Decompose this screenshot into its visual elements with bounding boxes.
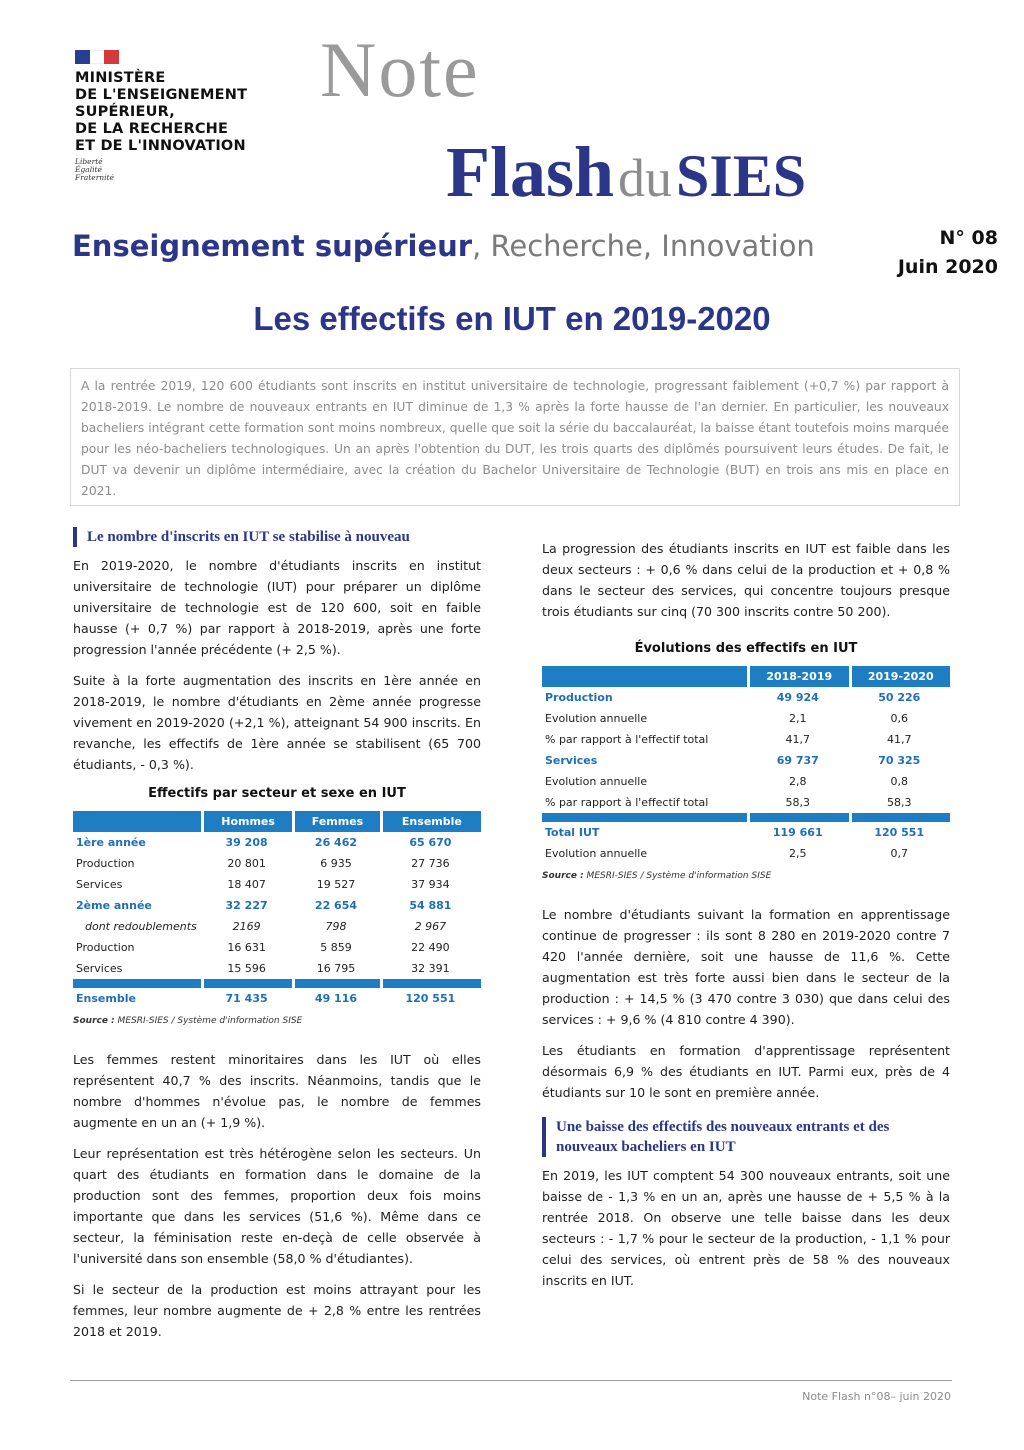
table-header: 2019-2020 xyxy=(849,666,951,687)
footer-text: Note Flash n°08– juin 2020 xyxy=(802,1390,951,1403)
table-cell: 49 924 xyxy=(776,691,819,704)
source-label: Source : xyxy=(542,871,584,881)
table-cell: 32 391 xyxy=(411,962,450,975)
row-label: % par rapport à l'effectif total xyxy=(545,796,709,809)
table-cell: 41,7 xyxy=(887,733,912,746)
table-cell: 20 801 xyxy=(227,857,266,870)
table-cell: 41,7 xyxy=(785,733,810,746)
row-label: Production xyxy=(76,941,135,954)
right-column xyxy=(542,538,950,1301)
row-label: dont redoublements xyxy=(85,920,197,933)
separator-cell xyxy=(292,979,380,988)
table-cell: 2,1 xyxy=(789,712,807,725)
subtitle-strong: Enseignement supérieur xyxy=(72,229,473,263)
table-header: Femmes xyxy=(292,811,380,832)
enrollment-evolution-table xyxy=(542,666,950,864)
motto-line: Égalité xyxy=(75,165,102,174)
section-heading xyxy=(542,1117,950,1157)
separator-cell xyxy=(849,813,951,822)
table-header: Hommes xyxy=(201,811,292,832)
subtitle-soft: , Recherche, Innovation xyxy=(472,229,815,263)
table-cell: 120 551 xyxy=(874,826,925,839)
separator-cell xyxy=(201,979,292,988)
paragraph: Leur représentation est très hétérogène selon les secteurs. Un quart des étudiants en formation dans le domaine de la production sont des femmes, proportion deux fois moins importante que dans les services (51,6 %). Même dans ce secteur, la féminisation reste en-deçà de celle observée à l'université dans son ensemble (58,0 % d'étudiantes). xyxy=(73,1146,481,1266)
table-cell: 50 226 xyxy=(878,691,921,704)
ministry-name-line: SUPÉRIEUR, xyxy=(75,104,175,120)
paragraph: En 2019-2020, le nombre d'étudiants inscrits en institut universitaire de technologie (IUT) pour préparer un diplôme universitaire de technologie est de 120 600, soit en faible hausse (+ 0,7 %) par rapport à 2018-2019, après une forte progression l'année précédente (+ 2,5 %). xyxy=(73,558,481,657)
section-heading xyxy=(73,527,481,547)
summary-box: A la rentrée 2019, 120 600 étudiants sont inscrits en institut universitaire de technologie, progressant faiblement (+0,7 %) par rapport à 2018-2019. Le nombre de nouveaux entrants en IUT diminue de 1,3 % après la forte hausse de l'an dernier. En particulier, les nouveaux bacheliers intégrant cette formation sont moins nombreux, quelle que soit la série du baccalauréat, la baisse étant toutefois moins marquée pour les néo-bacheliers technologiques. Un an après l'obtention du DUT, les trois quarts des diplômés poursuivent leurs études. De fait, le DUT va devenir un diplôme intermédiaire, avec la création du Bachelor Universitaire de Technologie (BUT) en trois ans mis en place en 2021. xyxy=(70,368,960,506)
separator-cell xyxy=(380,979,481,988)
paragraph: Suite à la forte augmentation des inscrits en 1ère année en 2018-2019, le nombre d'étudiants en 2ème année progresse vivement en 2019-2020 (+2,1 %), atteignant 54 900 inscrits. En revanche, les effectifs de 1ère année se stabilisent (65 700 étudiants, - 0,3 %). xyxy=(73,673,481,772)
sies-word: SIES xyxy=(676,143,807,209)
table-header: Ensemble xyxy=(380,811,481,832)
table-title: Évolutions des effectifs en IUT xyxy=(634,641,858,656)
table-cell: 65 670 xyxy=(409,836,452,849)
table-source xyxy=(542,870,950,882)
paragraph: Les femmes restent minoritaires dans les IUT où elles représentent 40,7 % des inscrits. Néanmoins, tandis que le nombre d'hommes n'évolue pas, le nombre de femmes augmente en un an (+ 1,9 %). xyxy=(73,1052,481,1130)
table-cell: 22 654 xyxy=(314,899,358,912)
issue-info xyxy=(898,224,998,282)
table-row xyxy=(542,708,950,729)
table-row xyxy=(542,792,950,813)
ministry-name-line: DE LA RECHERCHE xyxy=(75,121,229,137)
table-cell: 22 490 xyxy=(411,941,450,954)
table-cell: 71 435 xyxy=(225,992,268,1005)
table-cell: 70 325 xyxy=(878,754,921,767)
table-cell: 32 227 xyxy=(225,899,268,912)
separator-cell xyxy=(542,813,747,822)
section-heading-text: Le nombre d'inscrits en IUT se stabilise à nouveau xyxy=(87,529,410,545)
table-row xyxy=(73,937,481,958)
paragraph: Si le secteur de la production est moins attrayant pour les femmes, leur nombre augmente de + 2,8 % entre les rentrées 2018 et 2019. xyxy=(73,1282,481,1339)
table-row xyxy=(73,916,481,937)
publication-name-flash xyxy=(446,132,806,212)
publication-name-note: Note xyxy=(320,26,480,113)
ministry-logo xyxy=(75,50,247,182)
table-cell: 0,6 xyxy=(890,712,908,725)
table-cell: 15 596 xyxy=(227,962,266,975)
table-cell: 39 208 xyxy=(225,836,268,849)
heading-bar xyxy=(73,527,77,547)
du-word: du xyxy=(618,148,673,208)
table-cell: 19 527 xyxy=(316,878,356,891)
table-source xyxy=(73,1015,481,1027)
table-cell: 54 881 xyxy=(409,899,452,912)
republic-motto xyxy=(75,158,247,182)
motto-line: Liberté xyxy=(75,157,103,166)
table-cell: 0,8 xyxy=(890,775,908,788)
french-flag-icon xyxy=(75,50,119,64)
issue-number: N° 08 xyxy=(939,227,998,249)
row-label: Evolution annuelle xyxy=(545,712,648,725)
table-cell: 27 736 xyxy=(411,857,450,870)
row-label: Production xyxy=(76,857,135,870)
table-row xyxy=(542,771,950,792)
table-row xyxy=(73,958,481,979)
table-header-blank xyxy=(73,811,201,832)
table-header-row xyxy=(73,811,481,832)
table-cell: 2,8 xyxy=(789,775,807,788)
table-cell: 58,3 xyxy=(785,796,810,809)
paragraph: En 2019, les IUT comptent 54 300 nouveaux entrants, soit une baisse de - 1,3 % en un an, après une hausse de + 5,5 % à la rentrée 2018. On observe une telle baisse dans les deux secteurs : - 1,7 % pour le secteur de la production, - 1,1 % pour celui des services, où entrent près de 58 % des nouveaux inscrits en IUT. xyxy=(542,1168,950,1288)
table-cell: 5 859 xyxy=(320,941,352,954)
row-label: Evolution annuelle xyxy=(545,847,648,860)
row-label: 2ème année xyxy=(76,899,152,912)
table-header-row xyxy=(542,666,950,687)
section-heading-text: Une baisse des effectifs des nouveaux entrants et des nouveaux bacheliers en IUT xyxy=(556,1119,890,1155)
table-row xyxy=(542,822,950,843)
table-separator-row xyxy=(542,813,950,822)
row-label: Services xyxy=(76,878,123,891)
table-header: 2018-2019 xyxy=(747,666,849,687)
paragraph: Les étudiants en formation d'apprentissage représentent désormais 6,9 % des étudiants en IUT. Parmi eux, près de 4 étudiants sur 10 le sont en première année. xyxy=(542,1043,950,1100)
flash-word: Flash xyxy=(446,132,615,212)
series-subtitle xyxy=(72,226,815,266)
row-label: Services xyxy=(76,962,123,975)
table-cell: 18 407 xyxy=(227,878,266,891)
table-cell: 2169 xyxy=(232,920,261,933)
row-label: % par rapport à l'effectif total xyxy=(545,733,709,746)
row-label: Ensemble xyxy=(76,992,136,1005)
page-title: Les effectifs en IUT en 2019-2020 xyxy=(253,300,771,337)
table-row xyxy=(73,874,481,895)
row-label: Total IUT xyxy=(545,826,600,839)
table-cell: 49 116 xyxy=(314,992,358,1005)
table-cell: 120 551 xyxy=(405,992,456,1005)
table-cell: 16 795 xyxy=(316,962,356,975)
enrollment-by-sector-table xyxy=(73,811,481,1009)
heading-bar xyxy=(542,1117,546,1157)
table-row xyxy=(73,895,481,916)
ministry-name-line: DE L'ENSEIGNEMENT xyxy=(75,87,248,103)
table-row xyxy=(542,729,950,750)
table-cell: 2,5 xyxy=(789,847,807,860)
row-label: 1ère année xyxy=(76,836,146,849)
table-cell: 26 462 xyxy=(314,836,358,849)
table-cell: 6 935 xyxy=(320,857,352,870)
row-label: Production xyxy=(545,691,613,704)
separator-cell xyxy=(73,979,201,988)
table-cell: 0,7 xyxy=(890,847,908,860)
row-label: Evolution annuelle xyxy=(545,775,648,788)
table-cell: 16 631 xyxy=(227,941,266,954)
table-cell: 798 xyxy=(325,920,347,933)
table-cell: 2 967 xyxy=(414,920,447,933)
source-text: MESRI-SIES / Système d'information SISE xyxy=(583,871,772,881)
table-row xyxy=(542,843,950,864)
table-row xyxy=(73,853,481,874)
ministry-name-line: ET DE L'INNOVATION xyxy=(75,138,246,154)
table-cell: 58,3 xyxy=(887,796,912,809)
table-row xyxy=(542,687,950,708)
table-row xyxy=(542,750,950,771)
left-column xyxy=(73,527,481,1352)
table-row xyxy=(73,988,481,1009)
source-text: MESRI-SIES / Système d'information SISE xyxy=(114,1016,303,1026)
footer-divider xyxy=(70,1380,952,1381)
table-cell: 69 737 xyxy=(776,754,819,767)
table-separator-row xyxy=(73,979,481,988)
separator-cell xyxy=(747,813,849,822)
paragraph: La progression des étudiants inscrits en IUT est faible dans les deux secteurs : + 0,6 % dans celui de la production et + 0,8 % dans le secteur des services, qui concentre toujours presque trois étudiants sur cinq (70 300 inscrits contre 50 200). xyxy=(542,541,950,619)
table-row xyxy=(73,832,481,853)
ministry-name-line: MINISTÈRE xyxy=(75,70,166,86)
issue-date: Juin 2020 xyxy=(897,256,998,278)
table-cell: 119 661 xyxy=(772,826,823,839)
row-label: Services xyxy=(545,754,598,767)
paragraph: Le nombre d'étudiants suivant la formation en apprentissage continue de progresser : ils sont 8 280 en 2019-2020 contre 7 420 l'année dernière, soit une hausse de 11,6 %. Cette augmentation est très forte aussi bien dans le secteur de la production : + 14,5 % (3 470 contre 3 030) que dans celui des services : + 9,6 % (4 810 contre 4 390). xyxy=(542,907,950,1027)
table-cell: 37 934 xyxy=(411,878,450,891)
source-label: Source : xyxy=(73,1016,115,1026)
table-header-blank xyxy=(542,666,747,687)
table-title: Effectifs par secteur et sexe en IUT xyxy=(148,786,406,801)
motto-line: Fraternité xyxy=(75,173,114,182)
